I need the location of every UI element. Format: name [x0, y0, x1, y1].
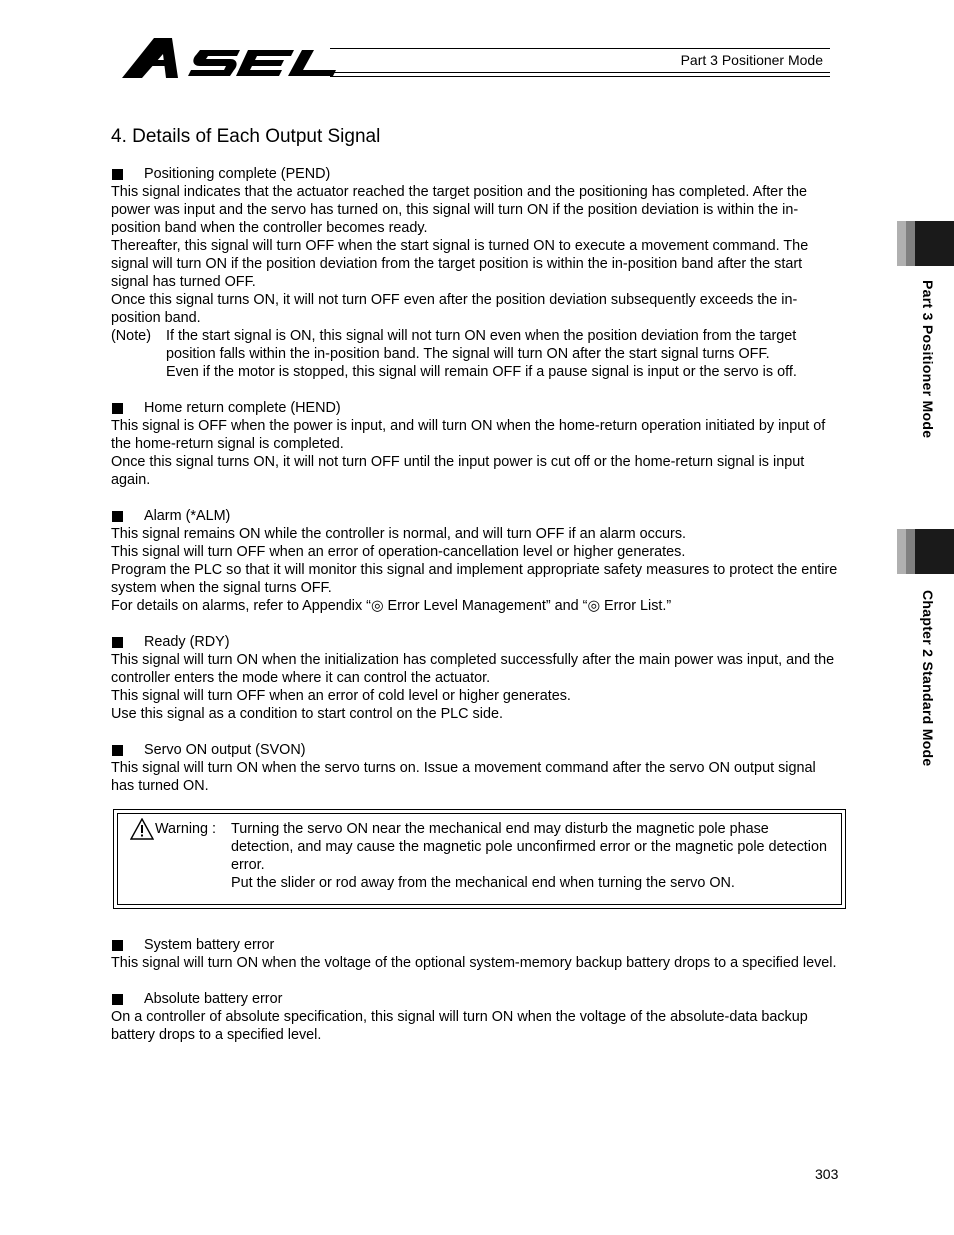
paragraph: Once this signal turns ON, it will not turn OFF until the input power is cut off or the home-return signal is input again.	[111, 454, 805, 488]
paragraph: This signal remains ON while the controller is normal, and will turn OFF if an alarm occurs.	[111, 526, 687, 542]
side-tab-part	[897, 221, 954, 266]
page-content	[111, 165, 841, 1044]
note-text: Even if the motor is stopped, this signal will remain OFF if a pause signal is input or the servo is off.	[166, 364, 797, 380]
side-tab-chapter	[897, 529, 954, 574]
paragraph: For details on alarms, refer to Appendix “◎ Error Level Management” and “◎ Error List.”	[111, 598, 672, 614]
signal-heading-absolute-battery: Absolute battery error	[111, 990, 841, 1008]
note-label: (Note)	[111, 328, 151, 344]
warning-box	[113, 809, 846, 909]
warning-text: Put the slider or rod away from the mechanical end when turning the servo ON.	[231, 875, 735, 891]
paragraph: This signal will turn ON when the initialization has completed successfully after the main power was input, and the controller enters the mode where it can control the actuator.	[111, 652, 835, 686]
paragraph: This signal indicates that the actuator reached the target position and the positioning has completed. After the power was input and the servo has turned on, this signal will turn ON if the position deviation is within the in-position band when the controller becomes ready.	[111, 184, 807, 236]
paragraph: Use this signal as a condition to start control on the PLC side.	[111, 706, 503, 722]
paragraph: This signal will turn OFF when an error of cold level or higher generates.	[111, 688, 571, 704]
signal-heading-system-battery: System battery error	[111, 936, 841, 954]
signal-heading-alm: Alarm (*ALM)	[111, 507, 841, 525]
note-text: If the start signal is ON, this signal will not turn ON even when the position deviation from the target position falls within the in-position band. The signal will turn ON after the start signal turns OFF.	[166, 328, 797, 362]
side-tab-part-label: Part 3 Positioner Mode	[920, 280, 936, 439]
paragraph: On a controller of absolute specification, this signal will turn ON when the voltage of the absolute-data backup battery drops to a specified level.	[111, 1009, 808, 1043]
header-part-label: Part 3 Positioner Mode	[680, 52, 823, 68]
paragraph: This signal is OFF when the power is input, and will turn ON when the home-return operation initiated by input of the home-return signal is completed.	[111, 418, 826, 452]
warning-label: Warning :	[155, 821, 217, 837]
section-title: 4. Details of Each Output Signal	[111, 126, 381, 147]
asel-logo	[122, 36, 344, 80]
paragraph: This signal will turn OFF when an error of operation-cancellation level or higher generates.	[111, 544, 686, 560]
warning-icon	[130, 818, 154, 840]
signal-heading-pend: Positioning complete (PEND)	[111, 165, 841, 183]
note-block	[111, 327, 841, 381]
page-number: 303	[815, 1166, 839, 1182]
paragraph: Thereafter, this signal will turn OFF when the start signal is turned ON to execute a movement command. The signal will turn ON if the position deviation from the target position is within the in-position band after the start signal has turned OFF.	[111, 238, 809, 290]
header-rule-bottom	[330, 72, 830, 73]
header-rule-top	[330, 48, 830, 49]
signal-heading-rdy: Ready (RDY)	[111, 633, 841, 651]
paragraph: This signal will turn ON when the voltage of the optional system-memory backup battery drops to a specified level.	[111, 955, 837, 971]
paragraph: Program the PLC so that it will monitor this signal and implement appropriate safety measures to protect the entire system when the signal turns OFF.	[111, 562, 838, 596]
signal-heading-svon: Servo ON output (SVON)	[111, 741, 841, 759]
side-tab-chapter-label: Chapter 2 Standard Mode	[920, 590, 936, 767]
paragraph: Once this signal turns ON, it will not turn OFF even after the position deviation subsequently exceeds the in-position band.	[111, 292, 798, 326]
warning-text: Turning the servo ON near the mechanical end may disturb the magnetic pole phase detection, and may cause the magnetic pole unconfirmed error or the magnetic pole detection error.	[231, 821, 827, 873]
signal-heading-hend: Home return complete (HEND)	[111, 399, 841, 417]
header-rule-bottom-thin	[330, 76, 830, 77]
paragraph: This signal will turn ON when the servo turns on. Issue a movement command after the servo ON output signal has turned ON.	[111, 760, 816, 794]
